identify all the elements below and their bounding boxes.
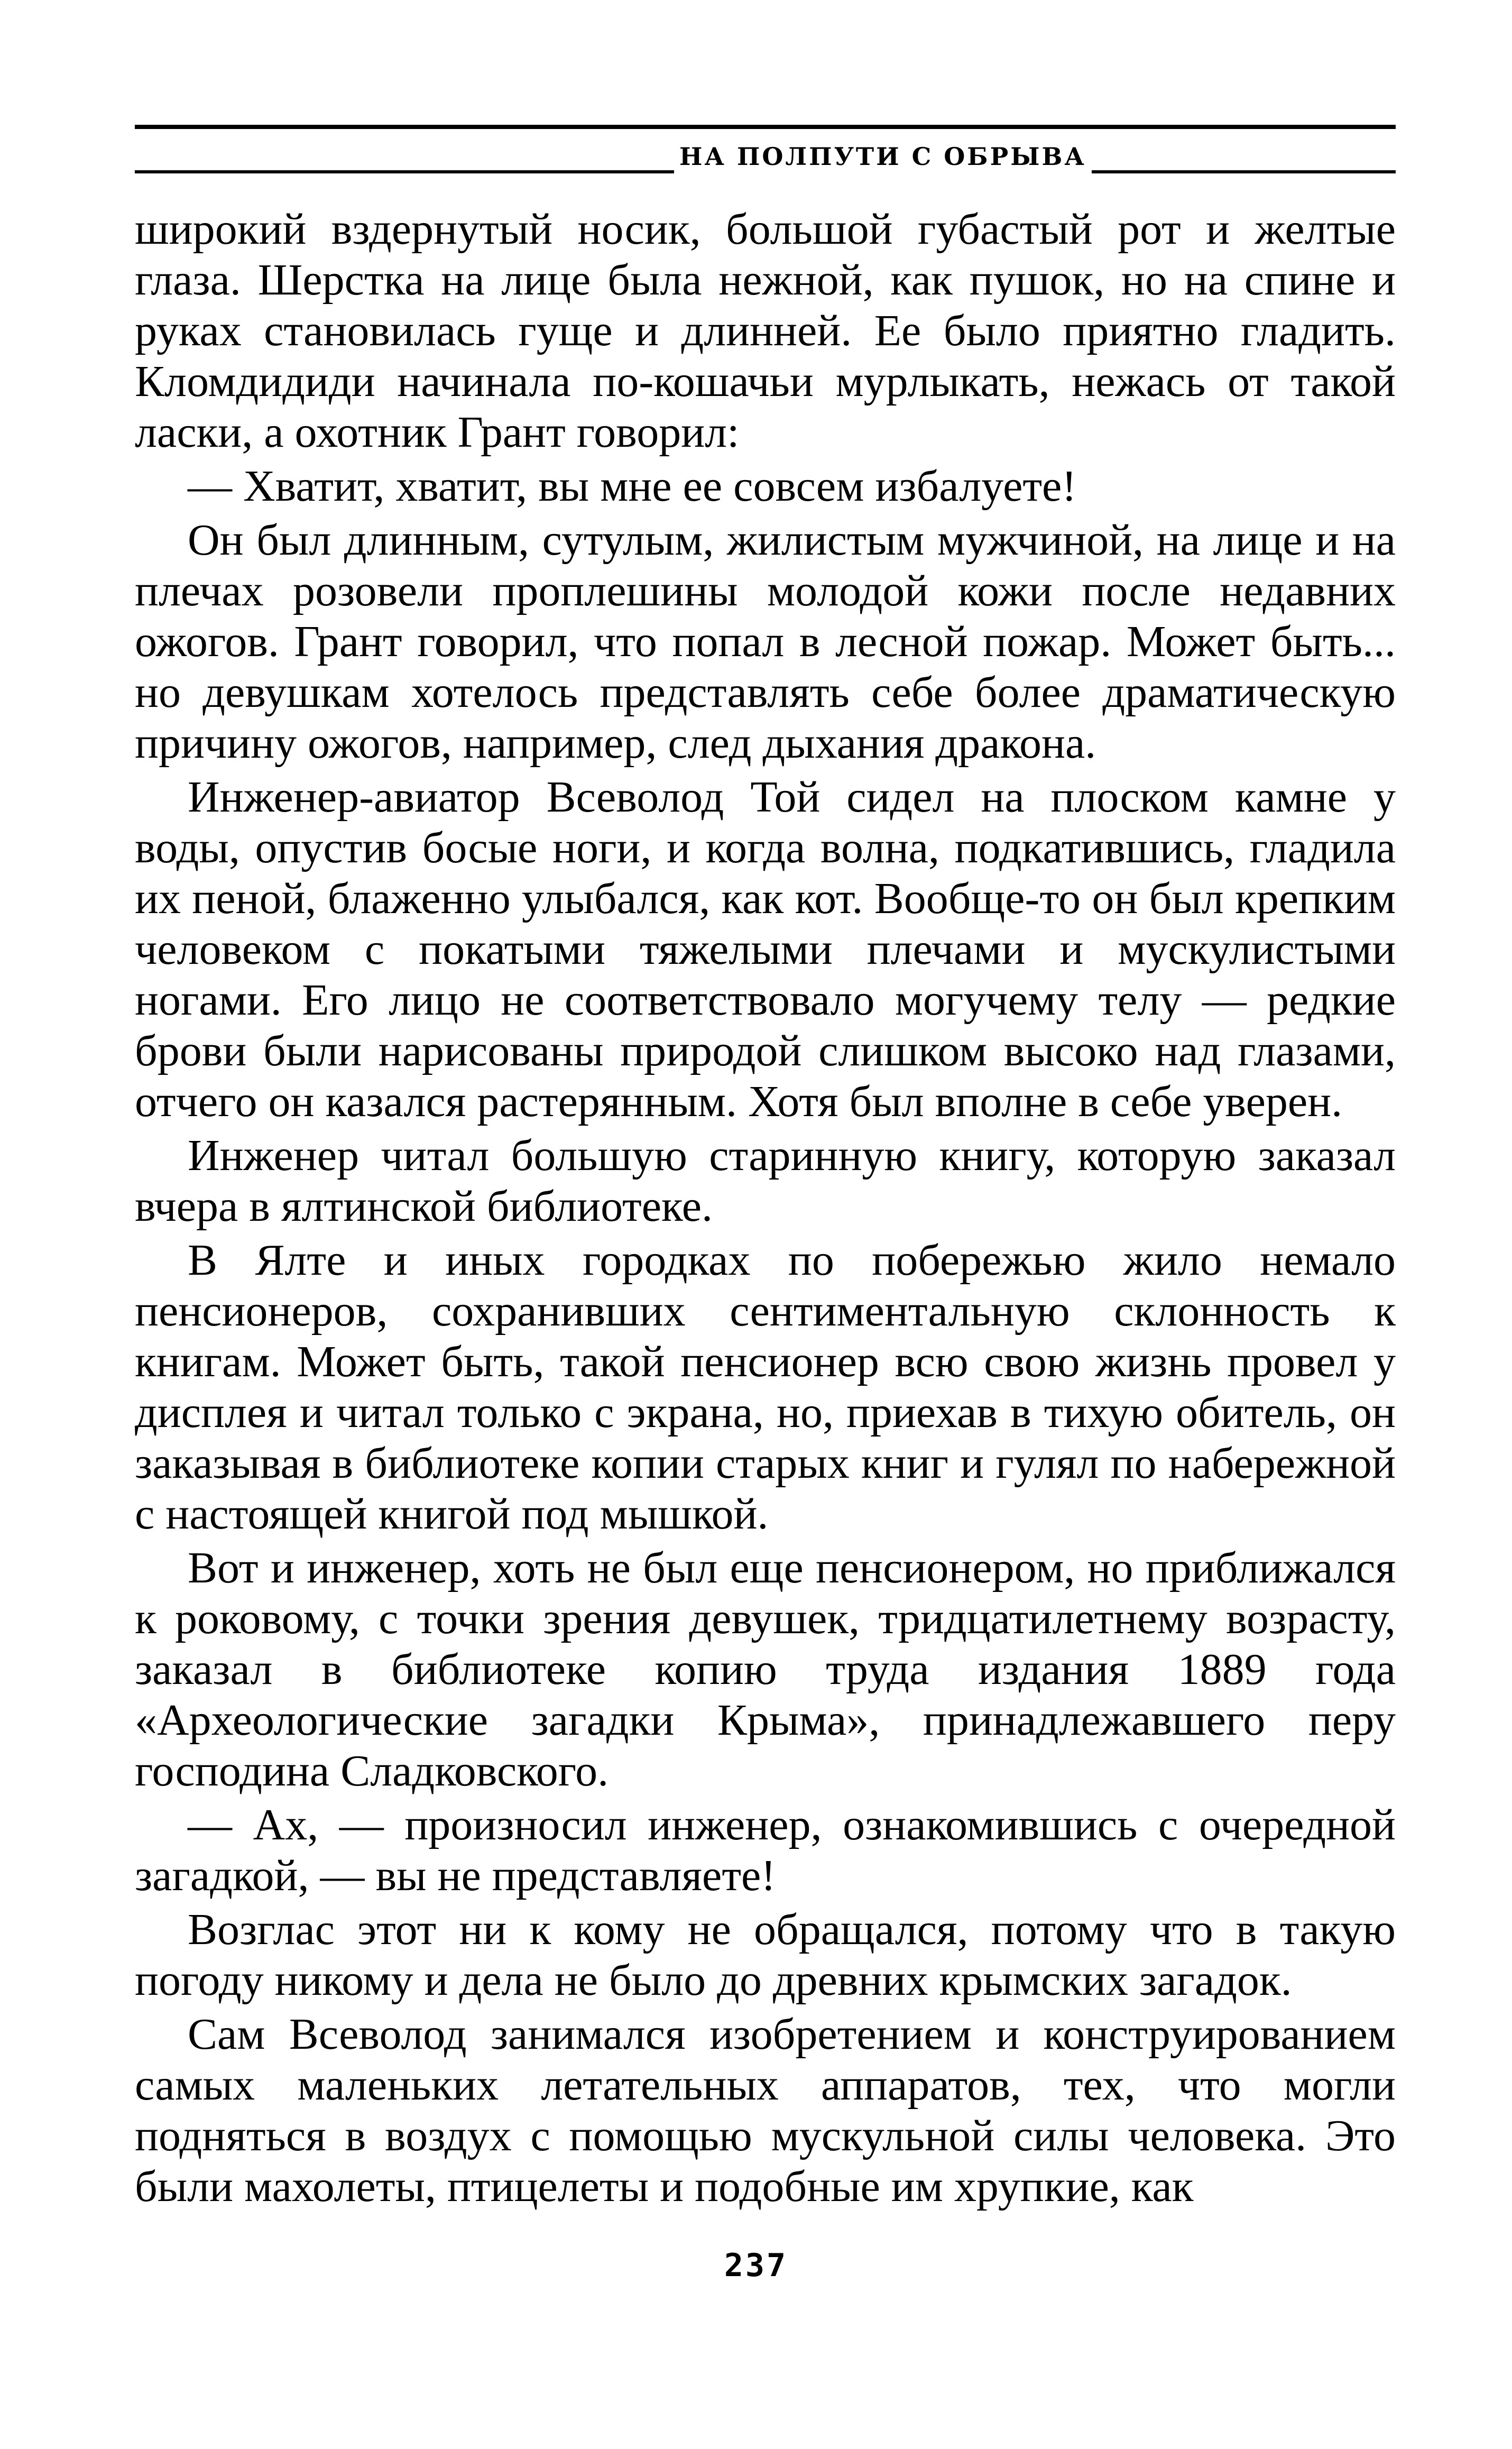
paragraph-3: Он был длинным, сутулым, жилистым мужчиной, на лице и на плечах розовели проплешины молодой кожи после недавних ожогов. Грант говорил, что попал в лесной пожар. Может быть... но девушкам хотелось представлять себе более драматическую причину ожогов, например, след дыхания дракона. [135,515,1396,768]
paragraph-10: Сам Всеволод занимался изобретением и конструированием самых маленьких летательных аппаратов, тех, что могли подняться в воздух с помощью мускульной силы человека. Это были махолеты, птицелеты и подобные им хрупкие, как [135,2010,1396,2211]
body-text [135,204,1396,2215]
paragraph-1: широкий вздернутый носик, большой губастый рот и желтые глаза. Шерстка на лице была нежной, как пушок, но на спине и руках становилась гуще и длинней. Ее было приятно гладить. Кломдидиди начинала по-кошачьи мурлыкать, нежась от такой ласки, а охотник Грант говорил: [135,205,1396,457]
paragraph-9: Возглас этот ни к кому не обращался, потому что в такую погоду никому и дела не было до древних крымских загадок. [135,1905,1396,2005]
running-head [135,136,1396,173]
running-head-title: НА ПОЛПУТИ С ОБРЫВА [674,140,1092,173]
page-number: 237 [724,2247,788,2284]
paragraph-8: — Ах, — произносил инженер, ознакомившись с очередной загадкой, — вы не представляете! [135,1800,1396,1900]
paragraph-4: Инженер-авиатор Всеволод Той сидел на плоском камне у воды, опустив босые ноги, и когда волна, подкатившись, гладила их пеной, блаженно улыбался, как кот. Вообще-то он был крепким человеком с покатыми тяжелыми плечами и мускулистыми ногами. Его лицо не соответствовало могучему телу — редкие брови были нарисованы природой слишком высоко над глазами, отчего он казался растерянным. Хотя был вполне в себе уверен. [135,772,1396,1126]
top-rule [135,125,1396,129]
paragraph-7: Вот и инженер, хоть не был еще пенсионером, но приближался к роковому, с точки зрения девушек, тридцатилетнему возрасту, заказал в библиотеке копию труда издания 1889 года «Археологические загадки Крыма», принадлежавшего перу господина Сладковского. [135,1543,1396,1796]
paragraph-5: Инженер читал большую старинную книгу, которую заказал вчера в ялтинской библиотеке. [135,1131,1396,1231]
paragraph-6: В Ялте и иных городках по побережью жило немало пенсионеров, сохранивших сентиментальную склонность к книгам. Может быть, такой пенсионер всю свою жизнь провел у дисплея и читал только с экрана, но, приехав в тихую обитель, он заказывая в библиотеке копии старых книг и гулял по набережной с настоящей книгой под мышкой. [135,1236,1396,1539]
paragraph-2: — Хватит, хватит, вы мне ее совсем избалуете! [188,462,1077,511]
